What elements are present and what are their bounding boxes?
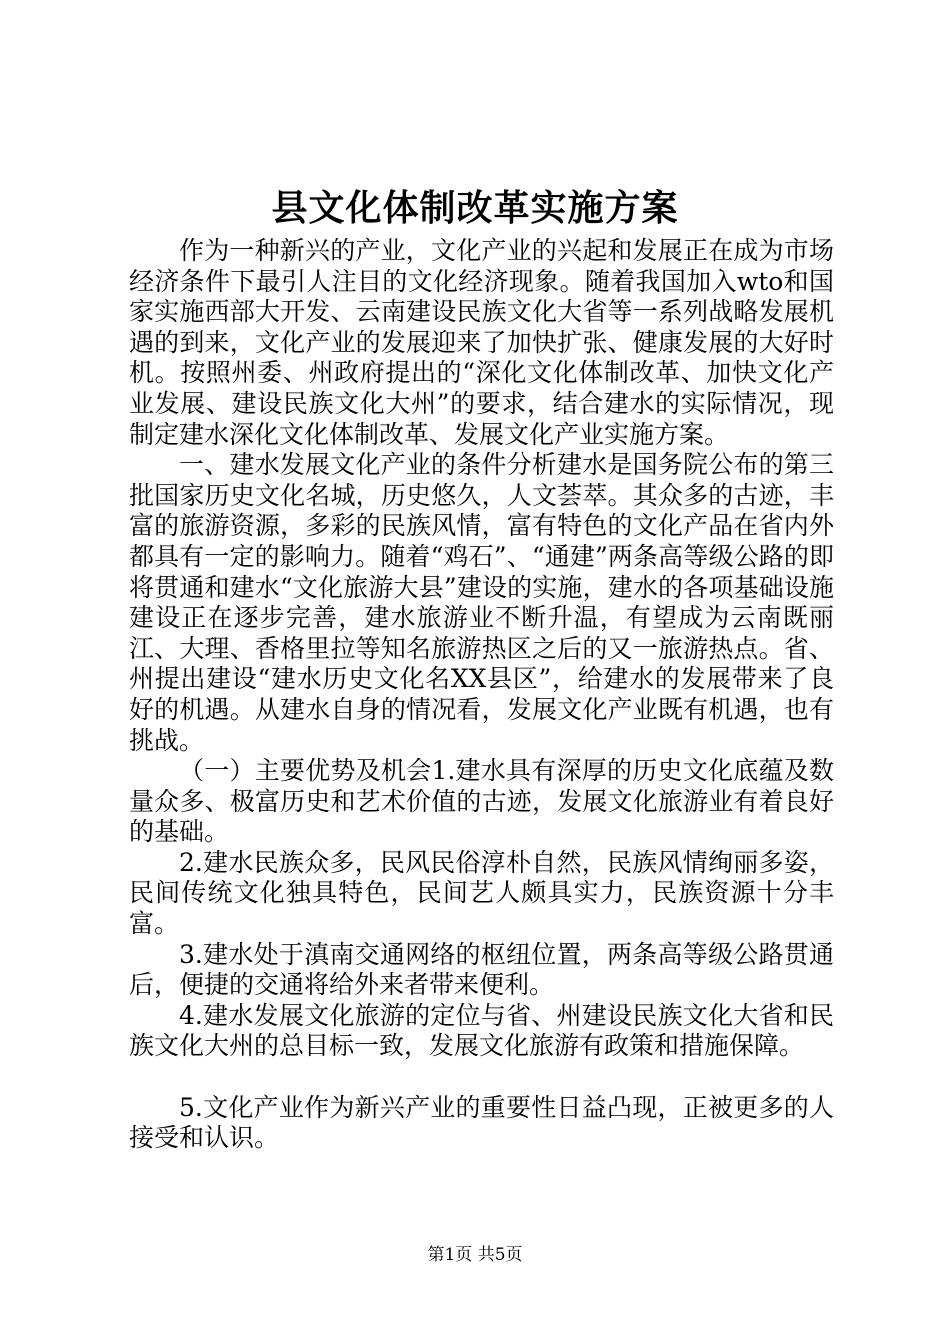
page-number-footer: 第1页 共5页	[427, 1245, 523, 1265]
paragraph-advantage-4: 4.建水发展文化旅游的定位与省、州建设民族文化大省和民族文化大州的总目标一致，发展文化旅游有政策和措施保障。	[129, 1000, 834, 1061]
paragraph-advantage-5: 5.文化产业作为新兴产业的重要性日益凸现，正被更多的人接受和认识。	[129, 1092, 834, 1153]
paragraph-advantage-1: （一）主要优势及机会1.建水具有深厚的历史文化底蕴及数量众多、极富历史和艺术价值的古迹，发展文化旅游业有着良好的基础。	[129, 756, 834, 847]
paragraph-advantage-2: 2.建水民族众多，民风民俗淳朴自然，民族风情绚丽多姿，民间传统文化独具特色，民间艺人颇具实力，民族资源十分丰富。	[129, 847, 834, 939]
paragraph-section-one: 一、建水发展文化产业的条件分析建水是国务院公布的第三批国家历史文化名城，历史悠久，人文荟萃。其众多的古迹，丰富的旅游资源，多彩的民族风情，富有特色的文化产品在省内外都具有一定的影响力。随着“鸡石”、“通建”两条高等级公路的即将贯通和建水“文化旅游大县”建设的实施，建水的各项基础设施建设正在逐步完善，建水旅游业不断升温，有望成为云南既丽江、大理、香格里拉等知名旅游热区之后的又一旅游热点。省、州提出建设“建水历史文化名XX县区”，给建水的发展带来了良好的机遇。从建水自身的情况看，发展文化产业既有机遇，也有挑战。	[129, 450, 834, 755]
document-title: 县文化体制改革实施方案	[271, 187, 679, 229]
paragraph-advantage-3: 3.建水处于滇南交通网络的枢纽位置，两条高等级公路贯通后，便捷的交通将给外来者带来便利。	[129, 939, 834, 1000]
paragraph-intro: 作为一种新兴的产业，文化产业的兴起和发展正在成为市场经济条件下最引人注目的文化经济现象。随着我国加入wto和国家实施西部大开发、云南建设民族文化大省等一系列战略发展机遇的到来，文化产业的发展迎来了加快扩张、健康发展的大好时机。按照州委、州政府提出的“深化文化体制改革、加快文化产业发展、建设民族文化大州”的要求，结合建水的实际情况，现制定建水深化文化体制改革、发展文化产业实施方案。	[129, 236, 834, 449]
document-body	[129, 236, 834, 1154]
